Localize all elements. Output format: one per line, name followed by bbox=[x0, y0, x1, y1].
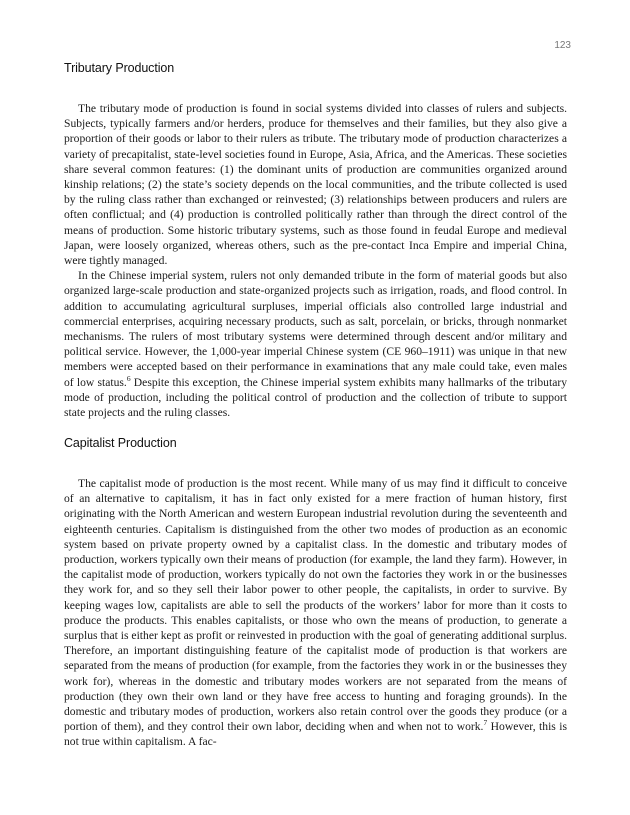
paragraph: The tributary mode of production is found in social systems divided into classes of rulers and subjects. Subjects, typically farmers and/or herders, produce for themselves and their families, but they also give a proportion of their goods or labor to their rulers as tribute. The tributary mode of production characterizes a variety of precapitalist, state-level societies found in Europe, Asia, Africa, and the Americas. These societies share several common features: (1) the dominant units of production are communities organized around kinship relations; (2) the state’s society depends on the local communities, and the tribute collected is used by the ruling class rather than exchanged or reinvested; (3) relationships between producers and rulers are often conflictual; and (4) production is controlled politically rather than through the direct control of the means of production. Some historic tributary systems, such as those found in feudal Europe and medieval Japan, were loosely organized, whereas others, such as the pre-contact Inca Empire and imperial China, were tightly managed. bbox=[64, 102, 567, 268]
paragraph bbox=[64, 268, 567, 420]
footnote-marker: 6 bbox=[126, 373, 131, 383]
paragraph-text: In the Chinese imperial system, rulers not only demanded tribute in the form of material goods but also organized large-scale production and state-organized projects such as irrigation, roads, and flood control. In addition to accumulating agricultural surpluses, imperial officials also controlled large industrial and commercial enterprises, acquiring necessary products, such as salt, porcelain, or bricks, through nonmarket mechanisms. The rulers of most tributary systems were determined through descent and/or military and political service. However, the 1,000-year imperial Chinese system (CE 960–1911) was unique in that new members were accepted based on their performance in examinations that any male could take, even males of low status. bbox=[64, 269, 567, 389]
paragraph-text-continued: Despite this exception, the Chinese imperial system exhibits many hallmarks of the tributary mode of production, including the political control of production and the collection of tribute to support state projects and the ruling classes. bbox=[64, 375, 568, 420]
section-heading-tributary: Tributary Production bbox=[64, 61, 175, 75]
section-body-capitalist bbox=[64, 476, 567, 750]
footnote-marker: 7 bbox=[483, 718, 488, 728]
paragraph-text: The capitalist mode of production is the most recent. While many of us may find it difficult to conceive of an alternative to capitalism, it has in fact only existed for a mere fraction of human history, first originating with the North American and western European industrial revolution during the seventeenth and eighteenth centuries. Capitalism is distinguished from the other two modes of production as an economic system based on private property owned by a capitalist class. In the domestic and tributary modes of production, workers typically own their means of production (for example, the land they farm). However, in the capitalist mode of production, workers typically do not own the factories they work in or the businesses they work for, and so they sell their labor power to other people, the capitalists, in order to survive. By keeping wages low, capitalists are able to sell the products of the workers’ labor for more than it costs to produce the products. This enables capitalists, or those who own the means of production, to generate a surplus that is either kept as profit or reinvested in production with the goal of generating additional surplus. Therefore, an important distinguishing feature of the capitalist mode of production is that workers are separated from the means of production (for example, from the factories they work in or the businesses they work for), whereas in the domestic and tributary modes workers are not separated from the means of production (they own their own land or they have free access to hunting and foraging grounds). In the domestic and tributary modes of production, workers also retain control over the goods they produce (or a portion of them), and they control their own labor, deciding when and when not to work. bbox=[64, 477, 567, 734]
paragraph-text-continued: However, this is not true within capitalism. A fac- bbox=[64, 720, 567, 749]
section-heading-capitalist: Capitalist Production bbox=[64, 436, 177, 450]
section-body-tributary bbox=[64, 101, 567, 420]
paragraph bbox=[64, 476, 567, 750]
page-number: 123 bbox=[554, 40, 571, 51]
